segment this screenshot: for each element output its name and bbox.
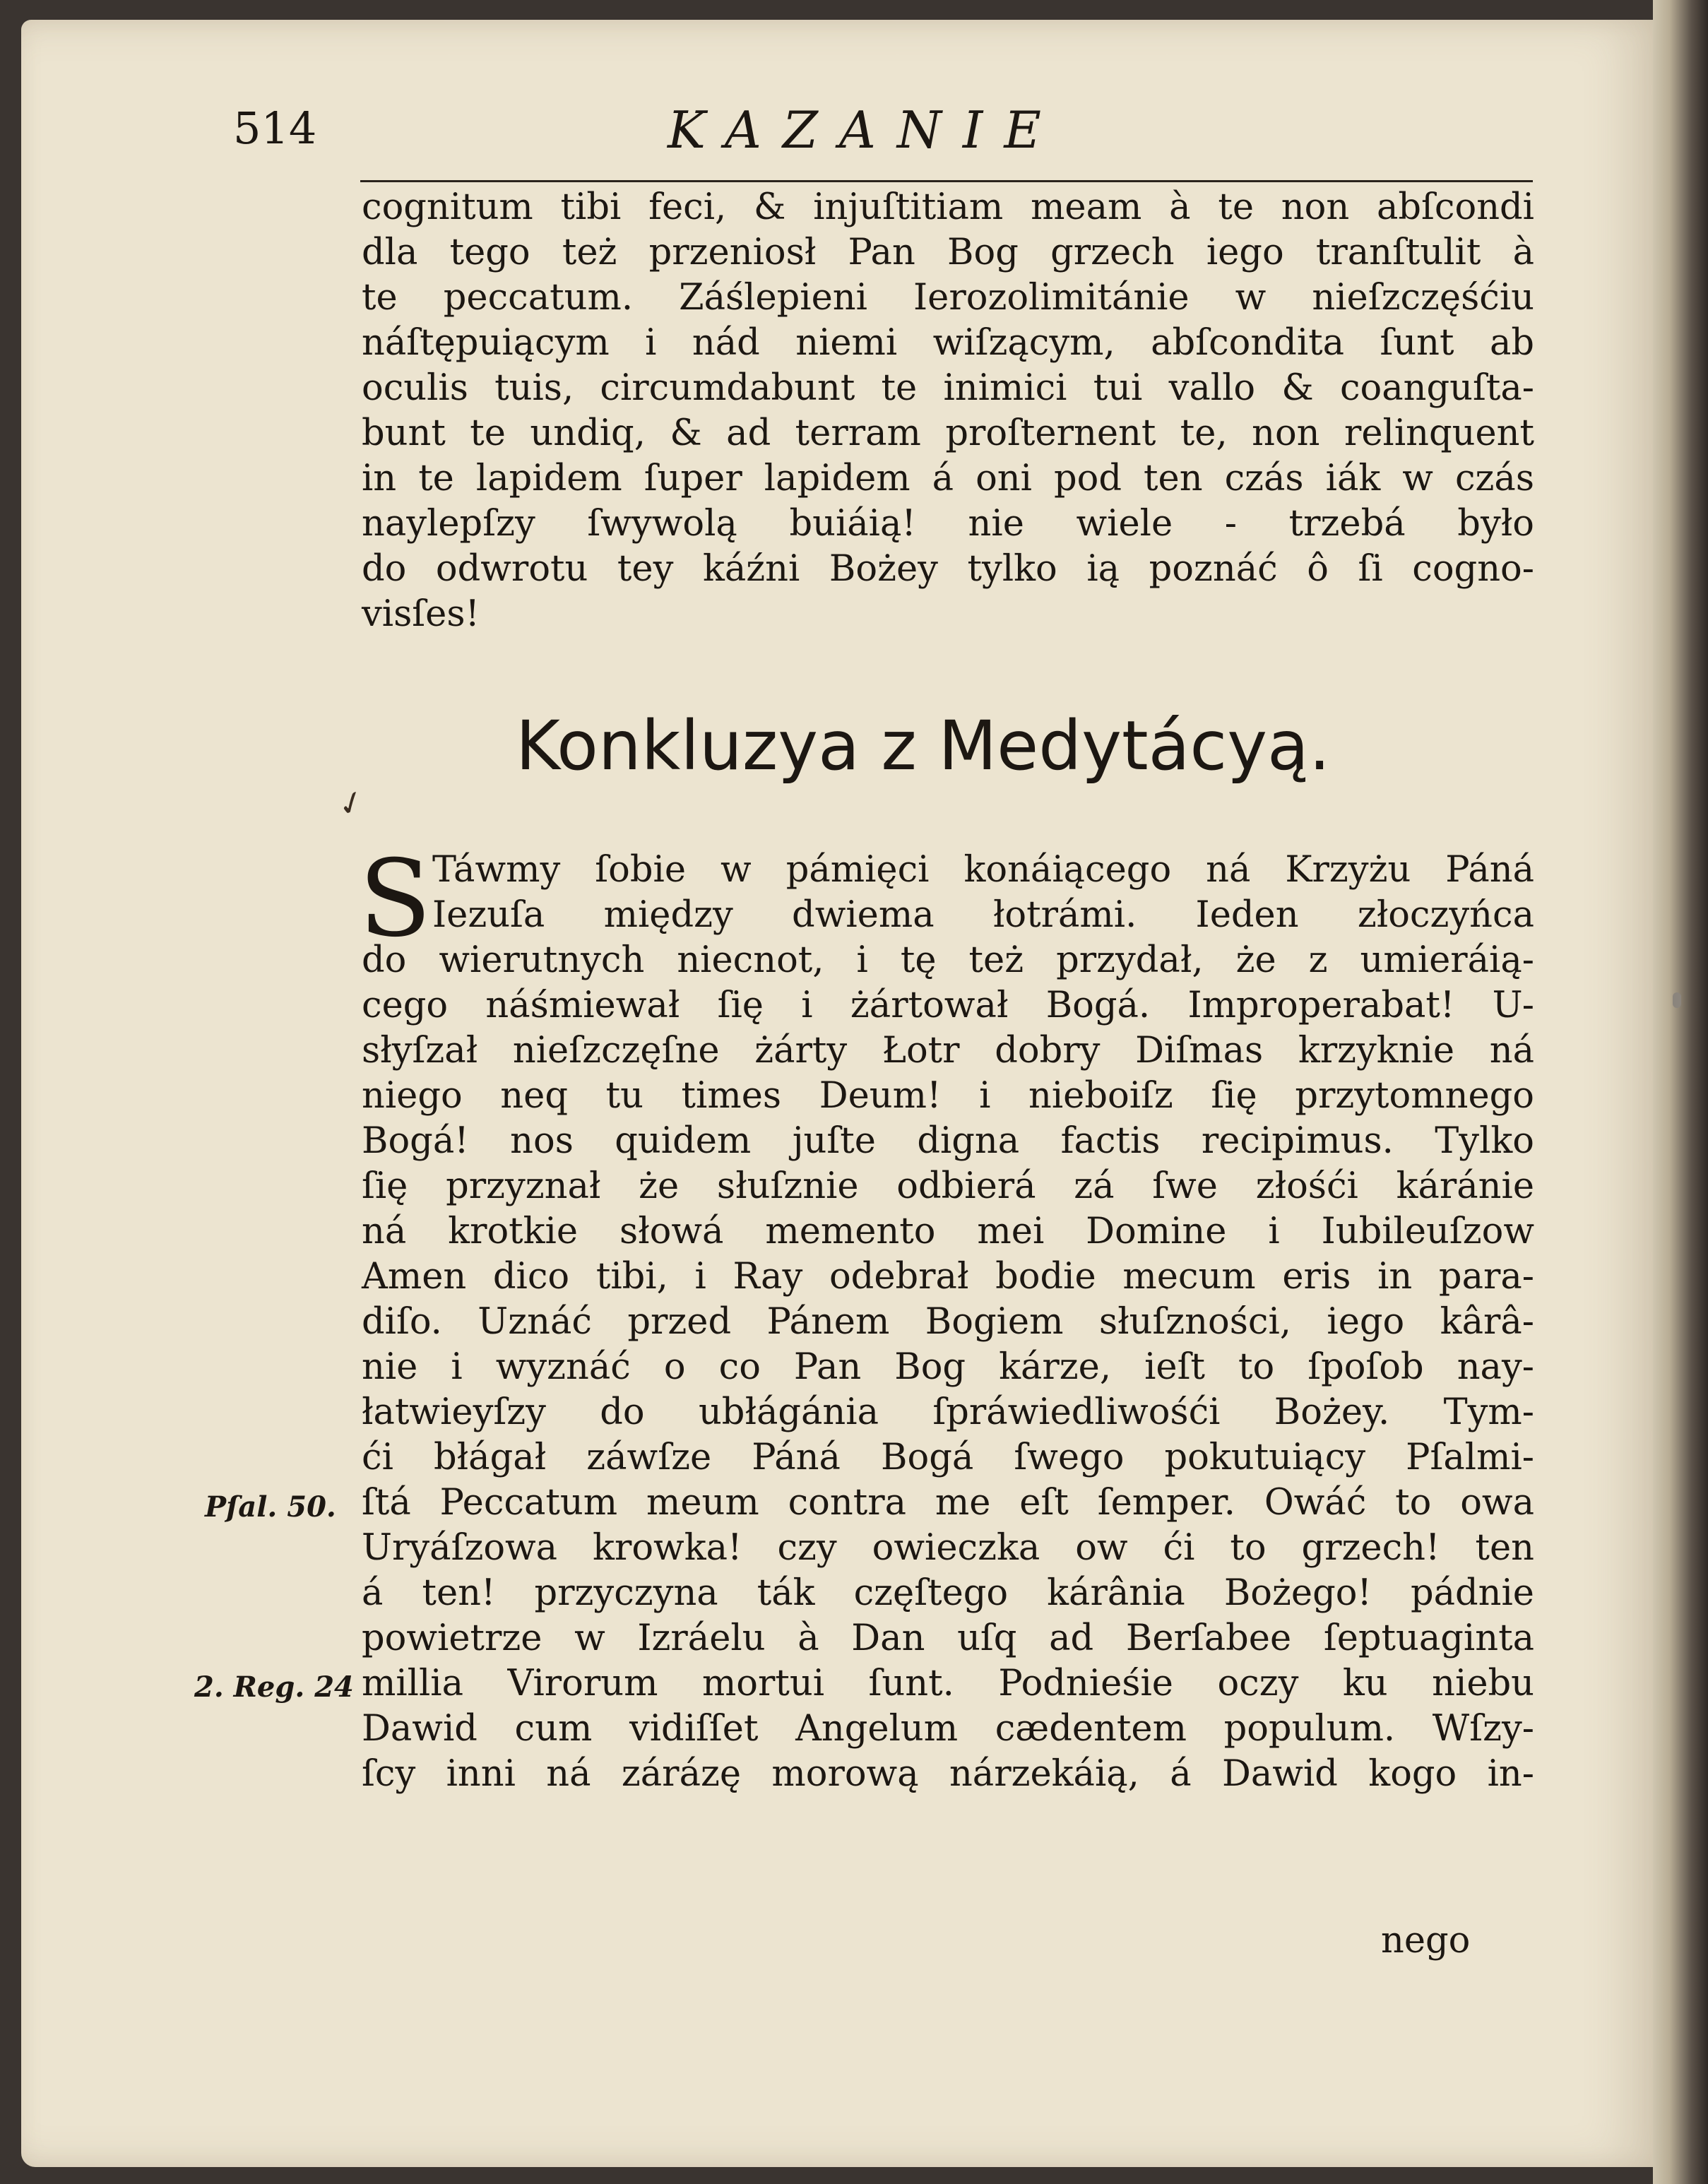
- text-line: ſtá Peccatum meum contra me eſt ſemper. Owáć to owa: [362, 1482, 1534, 1524]
- text-line: do odwrotu tey káźni Bożey tylko ią poznáć ô ſi cogno-: [362, 548, 1534, 590]
- text-line: Dawid cum vidiſſet Angelum cædentem populum. Wſzy-: [362, 1708, 1534, 1750]
- text-line: słyſzał nieſzczęſne żárty Łotr dobry Diſmas krzyknie ná: [362, 1030, 1534, 1072]
- text-line: bunt te undiq, & ad terram proſternent te, non relinquent: [362, 413, 1534, 454]
- running-head: KAZANIE: [668, 100, 1062, 160]
- text-line: in te lapidem ſuper lapidem á oni pod ten czás iák w czás: [362, 458, 1534, 499]
- text-line: ſcy inni ná zárázę morową nárzekáią, á Dawid kogo in-: [362, 1753, 1534, 1795]
- text-line: visſes!: [362, 593, 480, 635]
- text-line: Táwmy ſobie w pámięci konáiącego ná Krzyżu Páná: [432, 849, 1534, 891]
- text-line: Uryáſzowa krowka! czy owieczka ow ći to grzech! ten: [362, 1527, 1534, 1569]
- binding-hole: [1673, 992, 1681, 1008]
- text-line: millia Virorum mortui ſunt. Podnieśie oczy ku niebu: [362, 1663, 1534, 1704]
- text-line: Iezuſa między dwiema łotrámi. Ieden złoczyńca: [432, 894, 1534, 936]
- text-line: te peccatum. Záślepieni Ierozolimitánie w nieſzczęśćiu: [362, 277, 1534, 319]
- header-rule: [360, 180, 1533, 182]
- text-line: náſtępuiącym i nád niemi wiſzącym, abſcondita ſunt ab: [362, 322, 1534, 364]
- margin-note-reg: 2. Reg. 24: [194, 1670, 354, 1704]
- text-line: niego neq tu times Deum! i nieboiſz ſię przytomnego: [362, 1075, 1534, 1117]
- section-title: Konkluzya z Medytácyą.: [516, 706, 1331, 785]
- pencil-mark: ✓: [331, 781, 371, 826]
- text-line: do wierutnych niecnot, i tę też przydał, że z umieráią-: [362, 939, 1534, 981]
- text-line: ći błágał záwſze Páná Bogá ſwego pokutuiący Pſalmi-: [362, 1437, 1534, 1478]
- text-line: nie i wyznáć o co Pan Bog kárze, ieſt to ſpoſob nay-: [362, 1346, 1534, 1388]
- text-line: Bogá! nos quidem juſte digna factis recipimus. Tylko: [362, 1120, 1534, 1162]
- text-line: cego náśmiewał ſię i żártował Bogá. Improperabat! U-: [362, 985, 1534, 1026]
- catchword: nego: [1381, 1920, 1471, 1962]
- text-line: oculis tuis, circumdabunt te inimici tui vallo & coanguſta-: [362, 367, 1534, 409]
- text-line: Amen dico tibi, i Ray odebrał bodie mecum eris in para-: [362, 1256, 1534, 1298]
- book-spine-shadow: [1653, 0, 1708, 2184]
- margin-note-psalm: Pſal. 50.: [205, 1490, 336, 1524]
- text-line: łatwieyſzy do ubłágánia ſpráwiedliwośći Bożey. Tym-: [362, 1391, 1534, 1433]
- text-line: diſo. Uznáć przed Pánem Bogiem słuſzności, iego kârâ-: [362, 1301, 1534, 1343]
- text-line: naylepſzy ſwywolą buiáią! nie wiele - trzebá było: [362, 503, 1534, 545]
- text-line: ſię przyznał że słuſznie odbierá zá ſwe złośći káránie: [362, 1165, 1534, 1207]
- drop-cap: S: [359, 838, 432, 961]
- text-line: ná krotkie słowá memento mei Domine i Iubileuſzow: [362, 1211, 1534, 1252]
- text-line: cognitum tibi feci, & injuſtitiam meam à te non abſcondi: [362, 186, 1534, 228]
- text-line: powietrze w Izráelu à Dan uſq ad Berſabee ſeptuaginta: [362, 1618, 1534, 1659]
- page-number: 514: [233, 102, 317, 154]
- text-line: dla tego też przeniosł Pan Bog grzech iego tranſtulit à: [362, 232, 1534, 273]
- text-line: á ten! przyczyna ták częſtego kárânia Bożego! pádnie: [362, 1572, 1534, 1614]
